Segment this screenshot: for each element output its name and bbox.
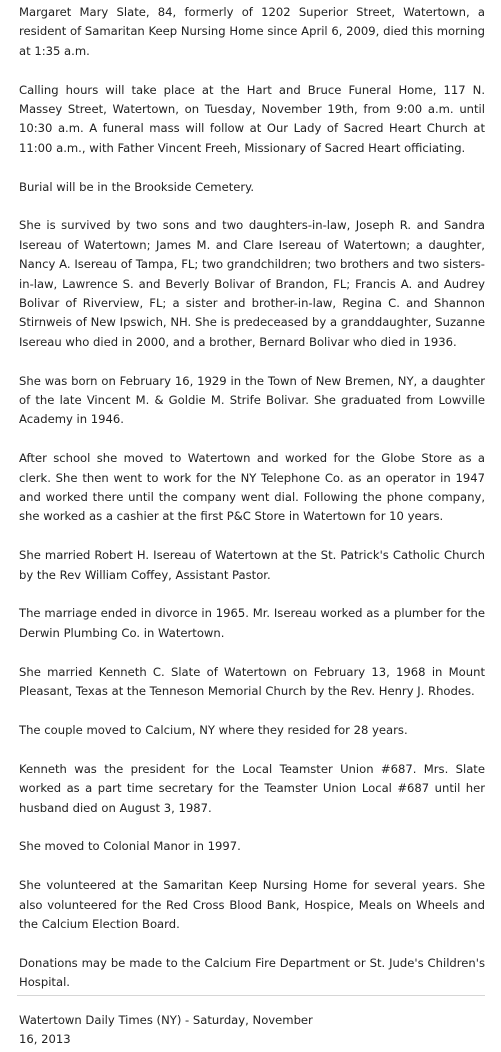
paragraph-second-marriage: She married Kenneth C. Slate of Watertown on February 13, 1968 in Mount Pleasant, Texas at the Tenneson Memorial Church by the Rev. Henry J. Rhodes. — [19, 664, 485, 699]
paragraph-teamster-union: Kenneth was the president for the Local Teamster Union #687. Mrs. Slate worked as a part time secretary for the Teamster Union Local #687 until her husband died on August 3, 1987. — [19, 761, 485, 815]
paragraph-career: After school she moved to Watertown and worked for the Globe Store as a clerk. She then went to work for the NY Telephone Co. as an operator in 1947 and worked there until the company went dial. Following the phone company, she worked as a cashier at the first P&C Store in Watertown for 10 years. — [19, 451, 485, 524]
paragraph-colonial-manor: She moved to Colonial Manor in 1997. — [19, 839, 241, 854]
paragraph-death-notice: Margaret Mary Slate, 84, formerly of 1202 Superior Street, Watertown, a resident of Samaritan Keep Nursing Home since April 6, 2009, died this morning at 1:35 a.m. — [19, 5, 485, 58]
paragraph-donations: Donations may be made to the Calcium Fire Department or St. Jude's Children's Hospital. — [19, 955, 485, 990]
paragraph-burial: Burial will be in the Brookside Cemetery. — [19, 179, 255, 194]
paragraph-survivors: She is survived by two sons and two daughters-in-law, Joseph R. and Sandra Isereau of Watertown; James M. and Clare Isereau of Watertown; a daughter, Nancy A. Isereau of Tampa, FL; two grandchildren; two brothers and two sisters-in-law, Lawrence S. and Beverly Bolivar of Brandon, FL; Francis A. and Audrey Bolivar of Riverview, FL; a sister and brother-in-law, Regina C. and Shannon Stirnweis of New Ipswich, NH. She is predeceased by a granddaughter, Suzanne Isereau who died in 2000, and a brother, Bernard Bolivar who died in 1936. — [19, 218, 485, 349]
paragraph-calling-hours: Calling hours will take place at the Hart and Bruce Funeral Home, 117 N. Massey Street, Watertown, on Tuesday, November 19th, from 9:00 a.m. until 10:30 a.m. A funeral mass will follow at Our Lady of Sacred Heart Church at 11:00 a.m., with Father Vincent Freeh, Missionary of Sacred Heart officiating. — [19, 82, 485, 155]
paragraph-calcium: The couple moved to Calcium, NY where they resided for 28 years. — [19, 722, 408, 737]
paragraph-divorce: The marriage ended in divorce in 1965. Mr. Isereau worked as a plumber for the Derwin Plumbing Co. in Watertown. — [19, 606, 485, 640]
paragraph-birth: She was born on February 16, 1929 in the Town of New Bremen, NY, a daughter of the late Vincent M. & Goldie M. Strife Bolivar. She graduated from Lowville Academy in 1946. — [19, 373, 485, 427]
obituary-article — [19, 3, 485, 1012]
source-attribution: Watertown Daily Times (NY) - Saturday, November 16, 2013 — [19, 1013, 313, 1047]
paragraph-volunteer: She volunteered at the Samaritan Keep Nursing Home for several years. She also volunteered for the Red Cross Blood Bank, Hospice, Meals on Wheels and the Calcium Election Board. — [19, 878, 485, 931]
source-divider — [17, 995, 485, 996]
paragraph-first-marriage: She married Robert H. Isereau of Watertown at the St. Patrick's Catholic Church by the Rev William Coffey, Assistant Pastor. — [19, 548, 485, 582]
